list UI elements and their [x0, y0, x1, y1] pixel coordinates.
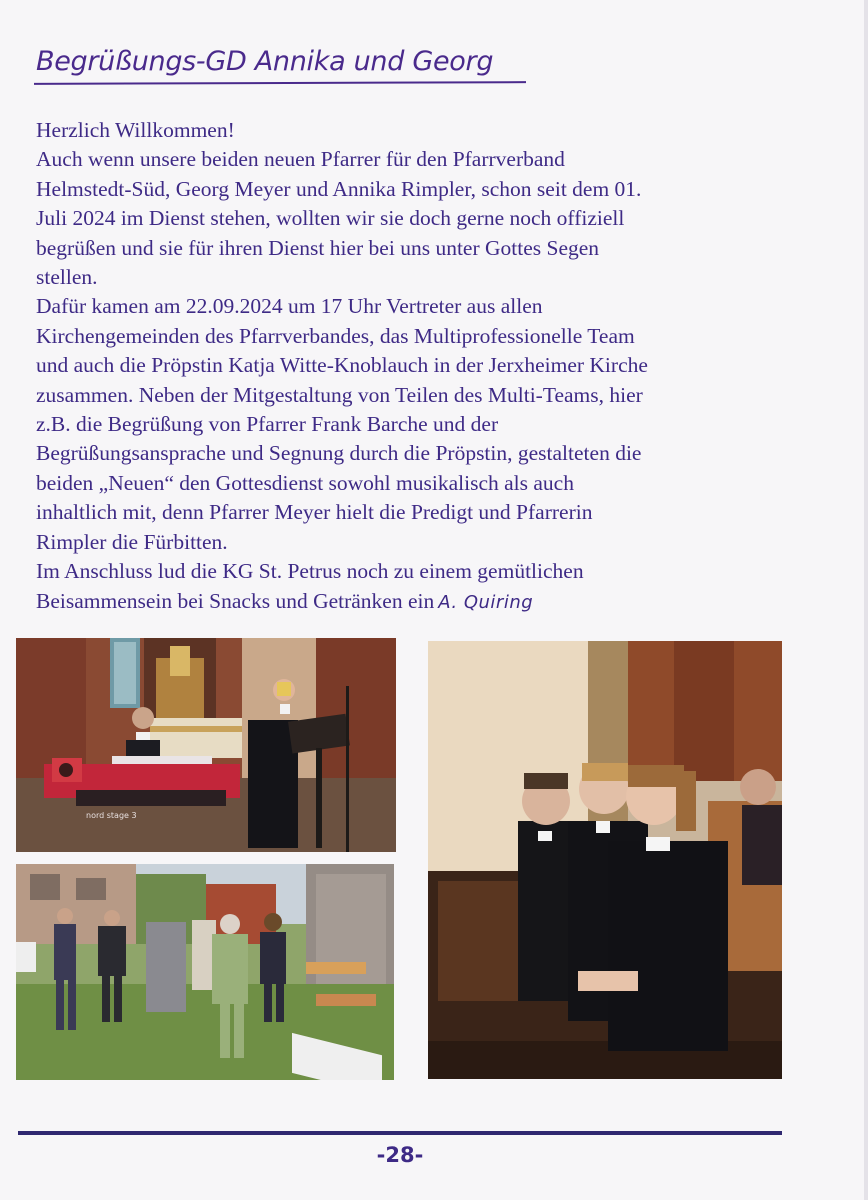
body-line: Rimpler die Fürbitten. [36, 529, 228, 554]
body-line: beiden „Neuen“ den Gottesdienst sowohl musikalisch als auch [36, 470, 574, 495]
body-line: Begrüßungsansprache und Segnung durch die Pröpstin, gestalteten die [36, 441, 642, 466]
body-line: stellen. [36, 265, 98, 290]
body-line: Herzlich Willkommen! [36, 118, 235, 142]
body-line: Dafür kamen am 22.09.2024 um 17 Uhr Vertreter aus allen [36, 294, 543, 319]
body-line: Juli 2024 im Dienst stehen, wollten wir sie doch gerne noch offiziell [36, 206, 625, 231]
body-line: Auch wenn unsere beiden neuen Pfarrer für den Pfarrverband [36, 147, 565, 172]
body-line-last [36, 587, 796, 617]
body-line: Helmstedt-Süd, Georg Meyer und Annika Rimpler, schon seit dem 01. [36, 176, 642, 201]
author-signature: A. Quiring [438, 591, 534, 613]
body-line: zusammen. Neben der Mitgestaltung von Teilen des Multi-Teams, hier [36, 382, 643, 407]
body-line: z.B. die Begrüßung von Pfarrer Frank Barche und der [36, 412, 499, 437]
body-line: Kirchengemeinden des Pfarrverbandes, das Multiprofessionelle Team [36, 323, 635, 348]
body-line-text: Beisammensein bei Snacks und Getränken ein [36, 588, 435, 613]
keyboard-brand-label: nord stage 3 [86, 811, 137, 820]
body-line: inhaltlich mit, denn Pfarrer Meyer hielt die Predigt und Pfarrerin [36, 500, 593, 525]
article-body [36, 116, 796, 617]
page-number: -28- [376, 1143, 424, 1167]
body-line: Im Anschluss lud die KG St. Petrus noch zu einem gemütlichen [36, 559, 584, 584]
page-title: Begrüßungs-GD Annika und Georg [36, 46, 494, 77]
body-line: und auch die Pröpstin Katja Witte-Knoblauch in der Jerxheimer Kirche [36, 353, 648, 378]
photo-churchyard-reception [16, 864, 394, 1080]
photo-clergy-seated [428, 641, 782, 1079]
footer-rule [18, 1131, 782, 1135]
body-line: begrüßen und sie für ihren Dienst hier bei uns unter Gottes Segen [36, 235, 600, 260]
photo-church-altar [16, 638, 396, 852]
